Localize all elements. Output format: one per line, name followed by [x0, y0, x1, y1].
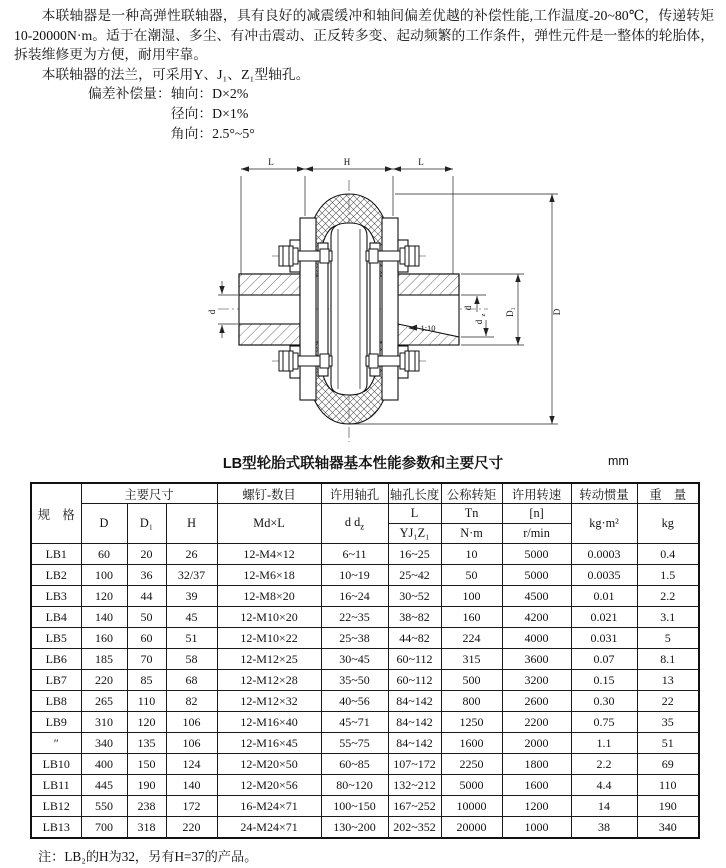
header-col-d: D [81, 504, 127, 544]
table-cell: 16-M24×71 [217, 796, 321, 817]
table-cell: LB7 [31, 670, 81, 691]
table-cell: 80~120 [321, 775, 388, 796]
compensation-item-radial: 径向：D×1% [170, 105, 249, 121]
spec-table [30, 482, 700, 839]
table-cell: 107~172 [388, 754, 441, 775]
dim-label-l-right: L [418, 157, 424, 167]
table-cell: 16~24 [321, 586, 388, 607]
table-row [31, 565, 699, 586]
table-cell: 84~142 [388, 712, 441, 733]
table-cell: 70 [127, 649, 166, 670]
table-row [31, 712, 699, 733]
dim-label-h: H [343, 157, 351, 167]
table-cell: 60~112 [388, 670, 441, 691]
coupling-drawing [168, 150, 588, 450]
table-cell: 0.01 [571, 586, 637, 607]
header-speed: 许用转速 [502, 483, 571, 504]
table-cell: 40~56 [321, 691, 388, 712]
table-cell: 5 [637, 628, 699, 649]
table-cell: 12-M12×32 [217, 691, 321, 712]
table-cell: 4.4 [571, 775, 637, 796]
table-cell: 1200 [502, 796, 571, 817]
table-cell: 2000 [502, 733, 571, 754]
table-cell: ″ [31, 733, 81, 754]
table-cell: 3200 [502, 670, 571, 691]
table-cell: 36 [127, 565, 166, 586]
table-cell: 310 [81, 712, 127, 733]
table-cell: 12-M6×18 [217, 565, 321, 586]
table-cell: LB11 [31, 775, 81, 796]
table-cell: 4200 [502, 607, 571, 628]
header-torque-sym: Tn [441, 504, 502, 524]
table-row [31, 733, 699, 754]
table-row [31, 544, 699, 565]
table-cell: 55~75 [321, 733, 388, 754]
table-cell: 550 [81, 796, 127, 817]
inner-sleeve [331, 223, 367, 395]
table-cell: LB12 [31, 796, 81, 817]
table-cell: 35 [637, 712, 699, 733]
table-cell: 69 [637, 754, 699, 775]
table-cell: 4000 [502, 628, 571, 649]
dim-label-d-left: d [207, 309, 217, 315]
table-cell: 400 [81, 754, 127, 775]
table-cell: 110 [127, 691, 166, 712]
table-cell: 120 [81, 586, 127, 607]
table-cell: 140 [166, 775, 217, 796]
table-cell: 68 [166, 670, 217, 691]
header-md-l: Md×L [217, 504, 321, 544]
table-cell: 1000 [502, 817, 571, 839]
table-cell: 120 [127, 712, 166, 733]
table-cell: 10 [441, 544, 502, 565]
intro-section [0, 6, 726, 143]
table-cell: 12-M16×40 [217, 712, 321, 733]
table-cell: 85 [127, 670, 166, 691]
table-cell: 60 [127, 628, 166, 649]
table-cell: 12-M8×20 [217, 586, 321, 607]
table-cell: 100 [441, 586, 502, 607]
table-cell: 340 [637, 817, 699, 839]
table-cell: 82 [166, 691, 217, 712]
table-cell: 38 [571, 817, 637, 839]
dim-label-d-outer: D [552, 308, 562, 316]
compensation-items [171, 84, 255, 143]
table-cell: LB10 [31, 754, 81, 775]
table-cell: 500 [441, 670, 502, 691]
dim-label-l-left: L [268, 157, 274, 167]
table-cell: 44 [127, 586, 166, 607]
table-cell: 106 [166, 712, 217, 733]
table-title: LB型轮胎式联轴器基本性能参数和主要尺寸 [222, 456, 504, 472]
table-cell: 35~50 [321, 670, 388, 691]
table-cell: 6~11 [321, 544, 388, 565]
taper-label: 1:10 [420, 323, 436, 333]
table-cell: 140 [81, 607, 127, 628]
table-row [31, 775, 699, 796]
table-cell: 110 [637, 775, 699, 796]
table-cell: 22~35 [321, 607, 388, 628]
dim-label-d-right: d [463, 305, 473, 311]
table-cell: 12-M10×20 [217, 607, 321, 628]
table-cell: 130~200 [321, 817, 388, 839]
table-row [31, 796, 699, 817]
header-inertia-unit: kg·m² [571, 504, 637, 544]
table-cell: 1800 [502, 754, 571, 775]
table-cell: 132~212 [388, 775, 441, 796]
header-bore-len-types: YJ₁Z₁ [388, 524, 441, 544]
table-body [31, 544, 699, 839]
table-cell: 20 [127, 544, 166, 565]
table-cell: 12-M12×25 [217, 649, 321, 670]
header-inertia: 转动惯量 [571, 483, 637, 504]
table-cell: LB5 [31, 628, 81, 649]
table-cell: 1.5 [637, 565, 699, 586]
table-cell: 8.1 [637, 649, 699, 670]
table-cell: 445 [81, 775, 127, 796]
table-cell: 220 [166, 817, 217, 839]
table-cell: 2.2 [571, 754, 637, 775]
table-cell: 224 [441, 628, 502, 649]
table-cell: 5000 [502, 565, 571, 586]
table-cell: 2250 [441, 754, 502, 775]
table-cell: 220 [81, 670, 127, 691]
table-cell: 4500 [502, 586, 571, 607]
table-cell: 135 [127, 733, 166, 754]
table-cell: 100~150 [321, 796, 388, 817]
table-cell: 0.031 [571, 628, 637, 649]
header-spec: 规 格 [31, 483, 81, 544]
table-cell: 51 [166, 628, 217, 649]
table-cell: 2.2 [637, 586, 699, 607]
table-cell: 190 [637, 796, 699, 817]
table-cell: 190 [127, 775, 166, 796]
table-cell: 24-M24×71 [217, 817, 321, 839]
table-cell: 14 [571, 796, 637, 817]
table-cell: 800 [441, 691, 502, 712]
table-cell: 0.4 [637, 544, 699, 565]
intro-paragraph-1: 本联轴器是一种高弹性联轴器，具有良好的减震缓冲和轴间偏差优越的补偿性能,工作温度-20~80℃，传递转矩10-20000N·m。适于在潮湿、多尘、有冲击震动、正反转多变、起动频繁的工作条件，弹性元件是一整体的轮胎体，拆装维修更为方便，耐用牢靠。 [14, 8, 714, 63]
intro-paragraph-2: 本联轴器的法兰，可采用Y、J₁、Z₁型轴孔。 [41, 66, 310, 82]
table-cell: 106 [166, 733, 217, 754]
table-cell: LB3 [31, 586, 81, 607]
table-cell: 238 [127, 796, 166, 817]
table-cell: 315 [441, 649, 502, 670]
table-cell: 12-M10×22 [217, 628, 321, 649]
table-cell: 25~38 [321, 628, 388, 649]
table-cell: 124 [166, 754, 217, 775]
table-cell: 160 [441, 607, 502, 628]
table-row [31, 754, 699, 775]
header-speed-unit: r/min [502, 524, 571, 544]
header-torque-unit: N·m [441, 524, 502, 544]
table-cell: 265 [81, 691, 127, 712]
header-bore: 许用轴孔 [321, 483, 388, 504]
table-cell: 38~82 [388, 607, 441, 628]
footnote: 注：LB₂的H为32，另有H=37的产品。 [38, 849, 258, 864]
dim-label-dz: d [474, 319, 484, 325]
header-col-d1: D₁ [127, 504, 166, 544]
table-cell: 1.1 [571, 733, 637, 754]
compensation-label: 偏差补偿量： [88, 86, 171, 102]
table-cell: 0.021 [571, 607, 637, 628]
left-hub [239, 274, 300, 345]
table-title-row [0, 452, 726, 473]
table-cell: 12-M12×28 [217, 670, 321, 691]
header-d-dz: d $d_z$ [321, 504, 388, 544]
table-cell: LB8 [31, 691, 81, 712]
table-cell: 30~52 [388, 586, 441, 607]
table-cell: 16~25 [388, 544, 441, 565]
table-cell: 3600 [502, 649, 571, 670]
table-cell: 1600 [502, 775, 571, 796]
table-cell: 50 [127, 607, 166, 628]
table-cell: 51 [637, 733, 699, 754]
table-cell: LB13 [31, 817, 81, 839]
header-bore-length: 轴孔长度 [388, 483, 441, 504]
compensation-item-axial: 轴向：D×2% [170, 86, 249, 102]
table-cell: 202~352 [388, 817, 441, 839]
table-cell: 0.0035 [571, 565, 637, 586]
table-cell: LB4 [31, 607, 81, 628]
table-cell: 84~142 [388, 733, 441, 754]
table-row [31, 670, 699, 691]
table-cell: 185 [81, 649, 127, 670]
table-cell: 5000 [502, 544, 571, 565]
table-cell: 150 [127, 754, 166, 775]
table-cell: 0.15 [571, 670, 637, 691]
right-hub [398, 274, 459, 345]
table-cell: 45~71 [321, 712, 388, 733]
table-cell: 58 [166, 649, 217, 670]
table-cell: 26 [166, 544, 217, 565]
table-cell: 45 [166, 607, 217, 628]
header-screws: 螺钉-数目 [217, 483, 321, 504]
dim-label-dz-sub: z [480, 313, 487, 317]
table-cell: 60 [81, 544, 127, 565]
table-cell: LB1 [31, 544, 81, 565]
table-cell: 13 [637, 670, 699, 691]
table-row [31, 817, 699, 839]
table-cell: 32/37 [166, 565, 217, 586]
header-col-h: H [166, 504, 217, 544]
header-weight: 重 量 [637, 483, 699, 504]
table-row [31, 607, 699, 628]
compensation-item-angular: 角向：2.5°~5° [170, 125, 255, 141]
table-cell: 84~142 [388, 691, 441, 712]
header-weight-unit: kg [637, 504, 699, 544]
table-header [31, 483, 699, 544]
table-cell: 12-M4×12 [217, 544, 321, 565]
unit-label: mm [608, 454, 629, 468]
header-bore-len-l: L [388, 504, 441, 524]
table-cell: 5000 [441, 775, 502, 796]
table-cell: 30~45 [321, 649, 388, 670]
table-cell: 1600 [441, 733, 502, 754]
table-cell: 700 [81, 817, 127, 839]
table-cell: 39 [166, 586, 217, 607]
table-cell: 20000 [441, 817, 502, 839]
table-cell: 12-M20×50 [217, 754, 321, 775]
table-cell: 1250 [441, 712, 502, 733]
table-cell: 50 [441, 565, 502, 586]
table-cell: 10000 [441, 796, 502, 817]
table-cell: 10~19 [321, 565, 388, 586]
table-row [31, 649, 699, 670]
table-cell: LB6 [31, 649, 81, 670]
table-cell: 60~85 [321, 754, 388, 775]
table-cell: 12-M16×45 [217, 733, 321, 754]
header-torque: 公称转矩 [441, 483, 502, 504]
table-row [31, 586, 699, 607]
dim-label-d1: D₁ [505, 307, 515, 317]
table-cell: 25~42 [388, 565, 441, 586]
table-cell: 60~112 [388, 649, 441, 670]
table-cell: 172 [166, 796, 217, 817]
header-speed-sym: [n] [502, 504, 571, 524]
table-cell: 167~252 [388, 796, 441, 817]
table-cell: 0.07 [571, 649, 637, 670]
table-cell: 160 [81, 628, 127, 649]
table-cell: LB2 [31, 565, 81, 586]
table-cell: 340 [81, 733, 127, 754]
table-cell: 0.75 [571, 712, 637, 733]
table-row [31, 691, 699, 712]
compensation-block [88, 84, 714, 143]
table-cell: 2200 [502, 712, 571, 733]
table-cell: 44~82 [388, 628, 441, 649]
table-cell: 318 [127, 817, 166, 839]
table-cell: 3.1 [637, 607, 699, 628]
table-cell: LB9 [31, 712, 81, 733]
table-cell: 0.30 [571, 691, 637, 712]
table-cell: 2600 [502, 691, 571, 712]
header-main-dims: 主要尺寸 [81, 483, 217, 504]
table-cell: 0.0003 [571, 544, 637, 565]
table-row [31, 628, 699, 649]
table-cell: 100 [81, 565, 127, 586]
table-cell: 22 [637, 691, 699, 712]
table-cell: 12-M20×56 [217, 775, 321, 796]
